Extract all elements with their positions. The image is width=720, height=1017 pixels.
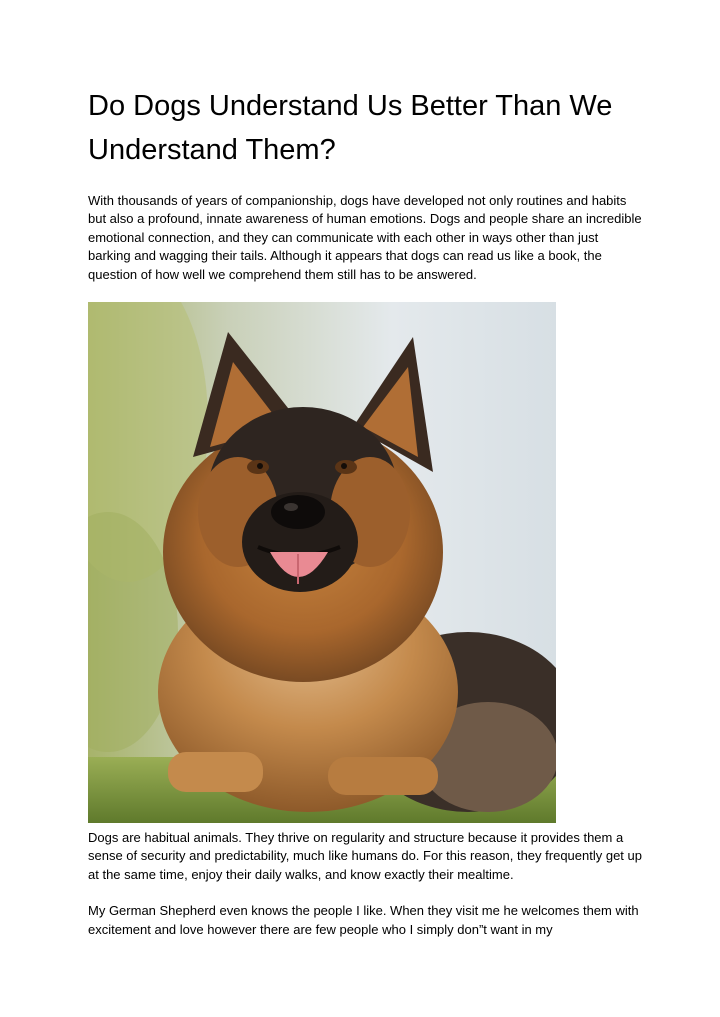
shepherd-paragraph: My German Shepherd even knows the people I like. When they visit me he welcomes them with excitement and love however there are few people who I simply don”t want in my	[88, 903, 639, 937]
habits-paragraph: Dogs are habitual animals. They thrive on regularity and structure because it provides them a sense of security and predictability, much like humans do. For this reason, they frequently get up at the same time, enjoy their daily walks, and know exactly their mealtime.	[88, 830, 642, 882]
article-title: Do Dogs Understand Us Better Than We Understand Them?	[88, 90, 613, 166]
german-shepherd-photo	[88, 302, 556, 823]
document-page	[88, 84, 644, 939]
intro-paragraph: With thousands of years of companionship, dogs have developed not only routines and habits but also a profound, innate awareness of human emotions. Dogs and people share an incredible emotional connection, and they can communicate with each other in ways other than just barking and wagging their tails. Although it appears that dogs can read us like a book, the question of how well we comprehend them still has to be answered.	[88, 193, 642, 282]
